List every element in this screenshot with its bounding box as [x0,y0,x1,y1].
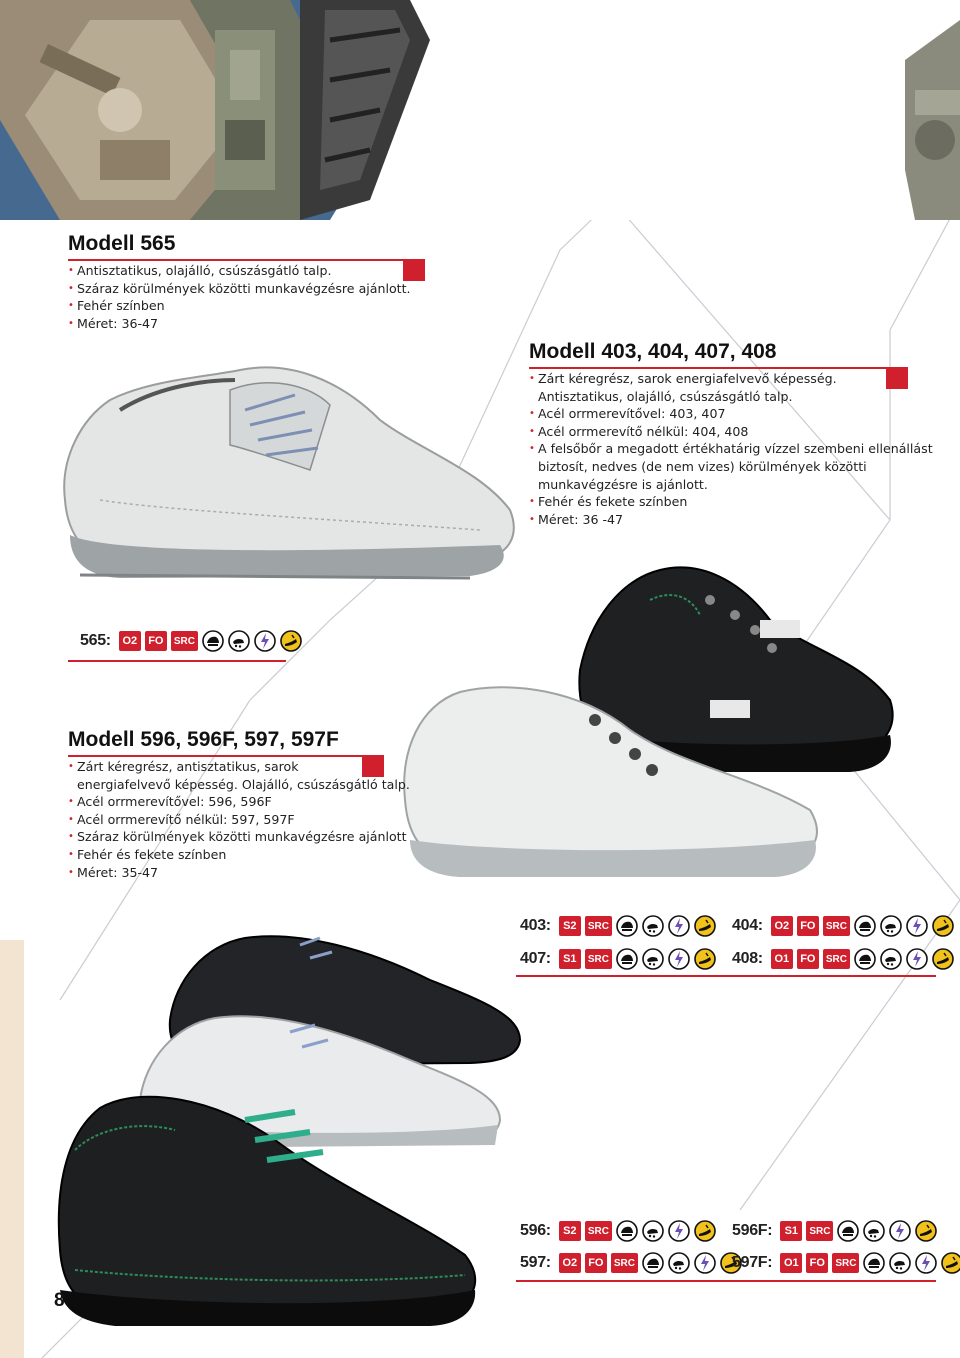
model-403-features [529,370,933,528]
certification-badge: FO [585,1253,607,1273]
energy-absorbing-heel-icon [915,1220,937,1242]
feature-item: munkavégzésre is ajánlott. [538,476,708,492]
certification-row-597F [732,1250,960,1276]
shoe-sole-icon [854,948,876,970]
shoe-sole-icon [616,948,638,970]
feature-item: • Méret: 35-47 [68,864,410,882]
slip-resistance-icon [642,948,664,970]
model-code-label: 404: [732,917,763,934]
slip-resistance-icon [228,630,250,652]
feature-item: • Méret: 36 -47 [529,511,933,529]
antistatic-icon [906,915,928,937]
certification-badge: SRC [585,949,612,969]
antistatic-icon [254,630,276,652]
certification-badge: S2 [559,916,581,936]
antistatic-icon [668,948,690,970]
section-divider [68,755,384,757]
section-divider [516,975,936,977]
feature-item: biztosít, nedves (de nem vizes) körülmények közötti [538,458,867,474]
certification-row-403 [520,913,716,939]
model-code-label: 597F: [732,1254,773,1271]
feature-item: • Száraz körülmények közötti munkavégzésre ajánlott [68,828,410,846]
section-divider [68,259,425,261]
energy-absorbing-heel-icon [280,630,302,652]
model-565-title: Modell 565 [68,232,176,255]
certification-badge: SRC [823,949,850,969]
model-code-label: 596F: [732,1222,773,1239]
certification-badge: SRC [171,631,198,651]
certification-row-408 [732,946,954,972]
shoe-sole-icon [202,630,224,652]
model-code-label: 596: [520,1222,551,1239]
certification-row-404 [732,913,954,939]
certification-badge: O1 [780,1253,802,1273]
feature-item: • A felsőbőr a megadott értékhatárig vízzel szembeni ellenállást [529,440,933,458]
feature-item: • Acél orrmerevítő nélkül: 597, 597F [68,811,410,829]
certification-badge: FO [797,949,819,969]
antistatic-icon [694,1252,716,1274]
slip-resistance-icon [668,1252,690,1274]
shoe-sole-icon [616,915,638,937]
certification-badge: O2 [771,916,793,936]
shoe-597-black-image [45,1090,485,1330]
certification-badge: FO [797,916,819,936]
certification-row-596F [732,1218,937,1244]
model-565-features [68,262,411,332]
section-divider [516,1280,936,1282]
page-number: 8 [54,1290,65,1311]
energy-absorbing-heel-icon [932,915,954,937]
shoe-sole-icon [642,1252,664,1274]
shoe-403-white-image [390,680,830,880]
model-code-label: 565: [80,632,111,649]
certification-badge: SRC [806,1221,833,1241]
feature-item: energiafelvevő képesség. Olajálló, csúszásgátló talp. [77,776,410,792]
antistatic-icon [906,948,928,970]
slip-resistance-icon [642,1220,664,1242]
slip-resistance-icon [863,1220,885,1242]
shoe-sole-icon [616,1220,638,1242]
certification-badge: S2 [559,1221,581,1241]
model-403-title: Modell 403, 404, 407, 408 [529,340,777,363]
slip-resistance-icon [889,1252,911,1274]
model-596-features [68,758,410,881]
feature-item: • Antisztatikus, olajálló, csúszásgátló talp. [68,262,411,280]
certification-badge: S1 [559,949,581,969]
feature-item: • Acél orrmerevítővel: 596, 596F [68,793,410,811]
energy-absorbing-heel-icon [694,948,716,970]
certification-row-565 [80,628,302,654]
shoe-sole-icon [863,1252,885,1274]
model-596-title: Modell 596, 596F, 597, 597F [68,728,339,751]
certification-badge: SRC [611,1253,638,1273]
shoe-sole-icon [837,1220,859,1242]
feature-item: • Fehér és fekete színben [529,493,933,511]
antistatic-icon [668,1220,690,1242]
header-photo-strip [0,0,960,220]
model-code-label: 403: [520,917,551,934]
model-code-label: 597: [520,1254,551,1271]
energy-absorbing-heel-icon [694,915,716,937]
certification-badge: FO [806,1253,828,1273]
certification-badge: O2 [119,631,141,651]
feature-item: • Zárt kéregrész, sarok energiafelvevő képesség. [529,370,933,388]
certification-badge: SRC [832,1253,859,1273]
slip-resistance-icon [880,915,902,937]
shoe-sole-icon [854,915,876,937]
feature-item: • Acél orrmerevítő nélkül: 404, 408 [529,423,933,441]
certification-row-597 [520,1250,742,1276]
section-divider [529,367,908,369]
certification-badge: SRC [585,916,612,936]
energy-absorbing-heel-icon [941,1252,960,1274]
antistatic-icon [889,1220,911,1242]
feature-item: • Acél orrmerevítővel: 403, 407 [529,405,933,423]
model-code-label: 407: [520,950,551,967]
certification-badge: S1 [780,1221,802,1241]
section-divider [68,660,286,662]
feature-item: • Fehér és fekete színben [68,846,410,864]
feature-item: • Méret: 36-47 [68,315,411,333]
energy-absorbing-heel-icon [932,948,954,970]
page-side-tab [0,940,24,1358]
feature-item: • Zárt kéregrész, antisztatikus, sarok [68,758,410,776]
certification-badge: O2 [559,1253,581,1273]
certification-badge: SRC [585,1221,612,1241]
antistatic-icon [915,1252,937,1274]
model-code-label: 408: [732,950,763,967]
feature-item: • Fehér színben [68,297,411,315]
certification-row-596 [520,1218,716,1244]
energy-absorbing-heel-icon [694,1220,716,1242]
certification-badge: SRC [823,916,850,936]
feature-item: • Száraz körülmények közötti munkavégzésre ajánlott. [68,280,411,298]
certification-badge: FO [145,631,167,651]
certification-row-407 [520,946,716,972]
certification-badge: O1 [771,949,793,969]
slip-resistance-icon [642,915,664,937]
feature-item: Antisztatikus, olajálló, csúszásgátló talp. [538,388,793,404]
antistatic-icon [668,915,690,937]
slip-resistance-icon [880,948,902,970]
shoe-565-image [40,350,530,590]
